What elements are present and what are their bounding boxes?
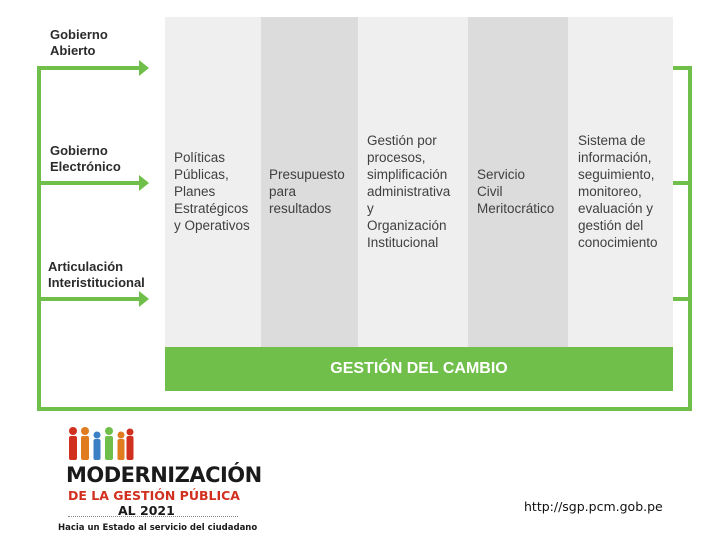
modernizacion-logo xyxy=(58,425,262,540)
logo-year: AL 2021 xyxy=(118,503,175,518)
pillar-line: Políticas xyxy=(174,150,226,165)
arrow-line-middle xyxy=(37,181,140,185)
label-articulacion xyxy=(48,259,145,291)
pillar-line: Civil xyxy=(477,184,503,199)
pillar-line: Sistema de xyxy=(578,133,646,148)
pillar-line: Públicas, xyxy=(174,167,229,182)
pillar-text xyxy=(174,149,250,234)
pillar-line: Gestión por xyxy=(367,133,437,148)
pillar-line: Servicio xyxy=(477,167,526,182)
pillar-politicas xyxy=(165,17,261,347)
pillar-line: administrativa xyxy=(367,184,451,199)
pillar-line: Presupuesto xyxy=(269,167,345,182)
pillar-line: y xyxy=(367,201,374,216)
left-vertical-line xyxy=(37,67,41,411)
pillar-line: y Operativos xyxy=(174,218,250,233)
gestion-del-cambio-bar xyxy=(165,347,673,391)
pillar-gestion-procesos xyxy=(358,17,468,347)
label-line: Articulación xyxy=(48,259,124,274)
arrow-line-bottom xyxy=(37,297,140,301)
pillar-text xyxy=(269,166,345,217)
bottom-frame-line xyxy=(37,407,692,411)
logo-subtitle: DE LA GESTIÓN PÚBLICA xyxy=(68,488,240,503)
label-line: Interistitucional xyxy=(48,275,145,290)
pillar-text xyxy=(578,132,658,251)
gestion-del-cambio-label: GESTIÓN DEL CAMBIO xyxy=(330,360,508,377)
arrow-line-top xyxy=(37,66,140,70)
pillar-text xyxy=(477,166,554,217)
label-line: Gobierno xyxy=(50,27,108,42)
logo-title: MODERNIZACIÓN xyxy=(66,463,262,487)
label-line: Electrónico xyxy=(50,159,121,174)
pillar-line: Meritocrático xyxy=(477,201,555,216)
arrowhead-middle xyxy=(139,175,149,191)
logo-tagline: Hacia un Estado al servicio del ciudadano xyxy=(58,523,258,533)
pillar-sistema-informacion xyxy=(568,17,673,347)
arrowhead-top xyxy=(139,60,149,76)
pillar-line: seguimiento, xyxy=(578,167,655,182)
label-line: Abierto xyxy=(50,43,96,58)
right-stub-top xyxy=(673,66,692,70)
pillar-line: Estratégicos xyxy=(174,201,249,216)
pillar-line: para xyxy=(269,184,297,199)
pillar-line: conocimiento xyxy=(578,235,658,250)
pillar-line: gestión del xyxy=(578,218,644,233)
right-vertical-line xyxy=(688,66,692,411)
arrowhead-bottom xyxy=(139,291,149,307)
label-gobierno-abierto xyxy=(50,27,108,59)
pillar-line: evaluación y xyxy=(578,201,654,216)
pillar-line: resultados xyxy=(269,201,332,216)
right-stub-middle xyxy=(673,181,692,185)
label-line: Gobierno xyxy=(50,143,108,158)
label-gobierno-electronico xyxy=(50,143,121,175)
pillar-line: simplificación xyxy=(367,167,448,182)
pillar-presupuesto xyxy=(261,17,358,347)
pillar-line: Organización xyxy=(367,218,447,233)
people-icon xyxy=(66,425,136,461)
pillar-servicio-civil xyxy=(468,17,568,347)
pillar-line: procesos, xyxy=(367,150,426,165)
pillar-line: Planes xyxy=(174,184,216,199)
pillar-line: monitoreo, xyxy=(578,184,642,199)
pillar-line: información, xyxy=(578,150,652,165)
source-url: http://sgp.pcm.gob.pe xyxy=(524,499,663,514)
pillar-text xyxy=(367,132,450,251)
pillar-line: Institucional xyxy=(367,235,439,250)
right-stub-bottom xyxy=(673,297,692,301)
